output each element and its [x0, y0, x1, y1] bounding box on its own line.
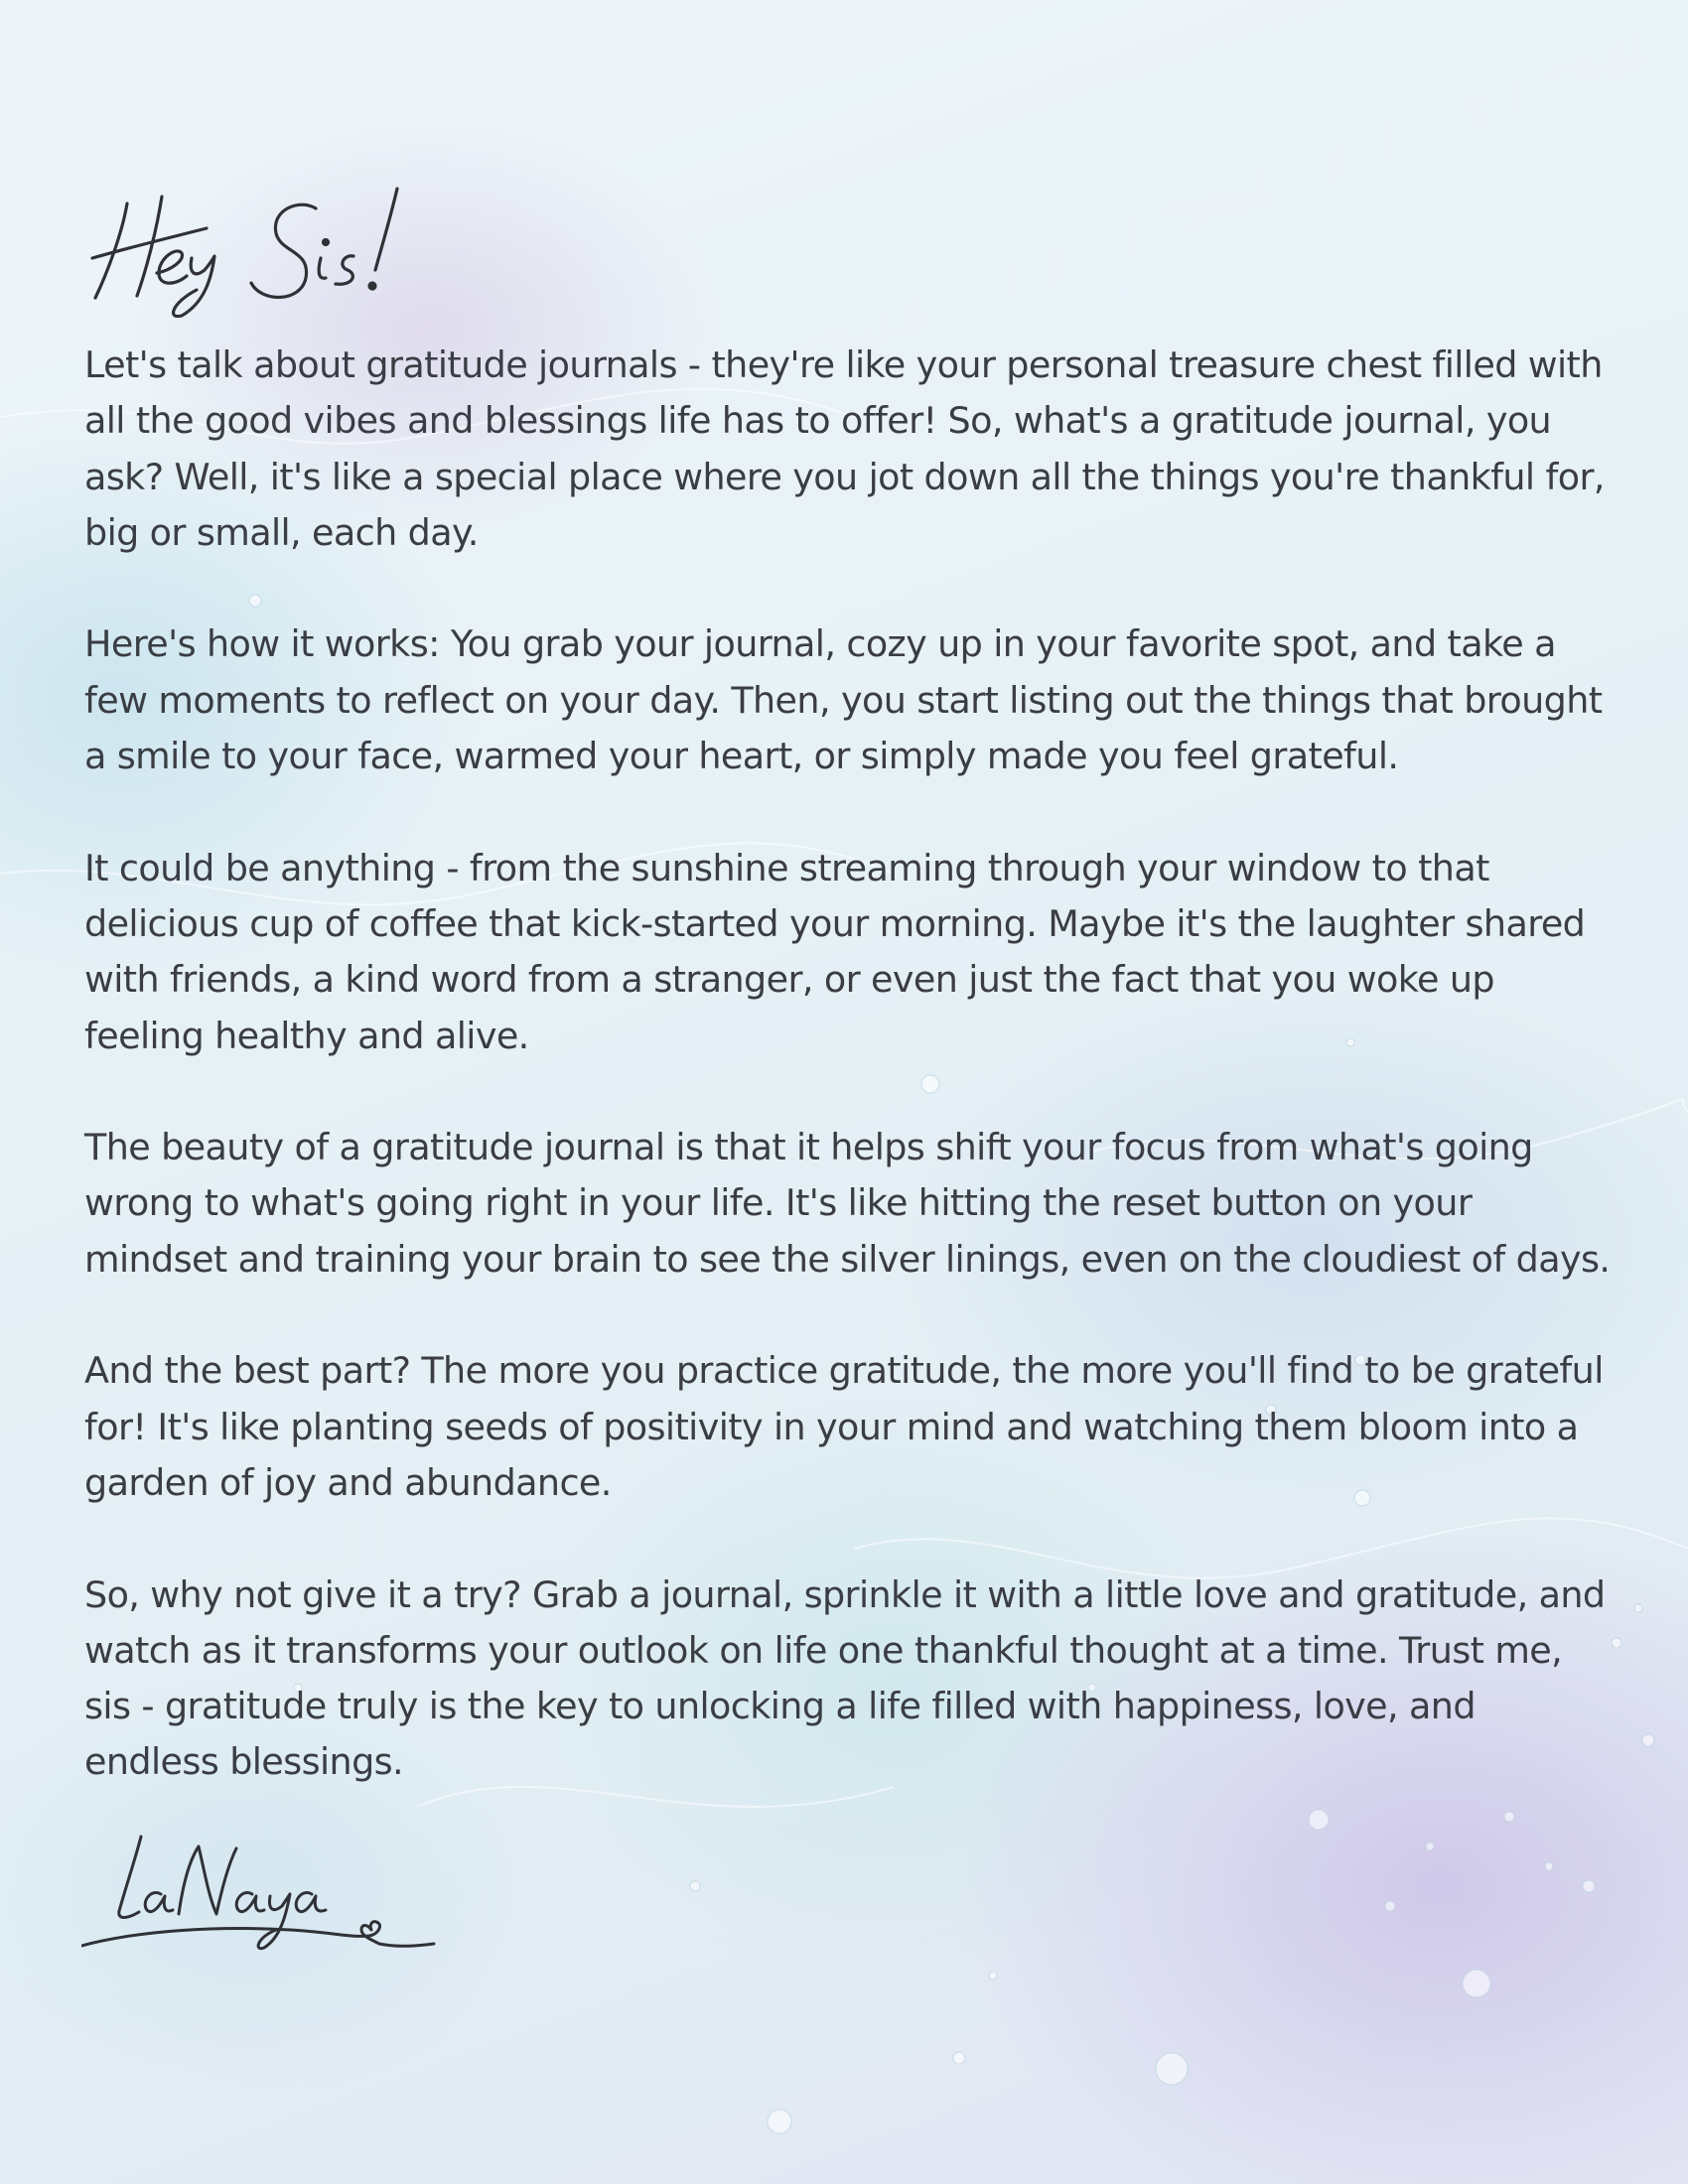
paragraph-3: It could be anything - from the sunshine streaming through your window to that delicious cup of coffee that kick-started your morning. Maybe it's the laughter shared with friends, a kind word from a stranger, or even just the fact that you woke up feeling healthy and alive. — [84, 846, 1586, 1057]
paragraph-5: And the best part? The more you practice gratitude, the more you'll find to be grateful for! It's like planting seeds of positivity in your mind and watching them bloom into a garden of joy and abundance. — [84, 1349, 1604, 1504]
paragraph-2: Here's how it works: You grab your journal, cozy up in your favorite spot, and take a few moments to reflect on your day. Then, you start listing out the things that brought a smile to your face, warmed your heart, or simply made you feel grateful. — [84, 622, 1603, 778]
paragraph-6: So, why not give it a try? Grab a journal, sprinkle it with a little love and gratitude, and watch as it transforms your outlook on life one thankful thought at a time. Trust me, sis - gratitude truly is the key to unlocking a life filled with happiness, love, and endless blessings. — [84, 1572, 1606, 1784]
signature-script — [81, 1827, 439, 1966]
greeting-script — [87, 179, 504, 318]
paragraph-1: Let's talk about gratitude journals - they're like your personal treasure chest filled with all the good vibes and blessings life has to offer! So, what's a gratitude journal, you ask? Well, it's like a special place where you jot down all the things you're thankful for, big or small, each day. — [84, 343, 1605, 554]
paragraph-4: The beauty of a gratitude journal is that it helps shift your focus from what's going wrong to what's going right in your life. It's like hitting the reset button on your mindset and training your brain to see the silver linings, even on the cloudiest of days. — [84, 1126, 1611, 1281]
letter-body — [84, 338, 1614, 1846]
